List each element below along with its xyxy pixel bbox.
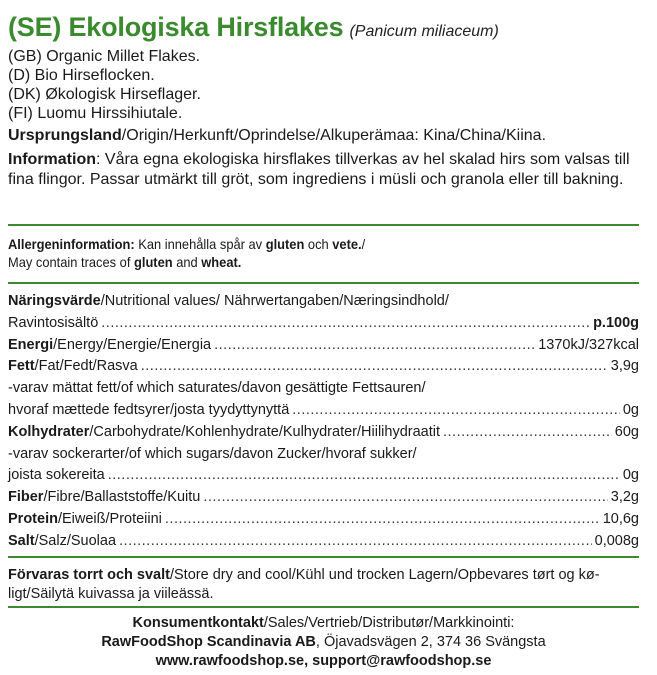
- consumer-contact: [8, 614, 639, 671]
- information-paragraph: [8, 150, 639, 190]
- leader-dots: [165, 511, 600, 527]
- protein-translations: /Eiweiß/Proteiini: [57, 510, 162, 527]
- energy-translations: /Energy/Energie/Energia: [53, 336, 212, 353]
- allergen-line-2: [8, 253, 241, 271]
- contact-label: Konsumentkontakt: [132, 615, 264, 631]
- allergen-gluten: gluten: [265, 236, 305, 252]
- divider-4: [8, 606, 639, 608]
- nutrition-title-fi: Ravintosisältö: [8, 314, 99, 331]
- fat-label: Fett: [8, 358, 35, 375]
- allergen-text-1: Kan innehålla spår av: [134, 236, 266, 252]
- salt-label: Salt: [8, 532, 35, 549]
- origin-label: Ursprungsland: [8, 127, 122, 144]
- information-label: Information: [8, 151, 96, 168]
- product-title: [8, 12, 639, 43]
- leader-dots: [141, 358, 608, 374]
- carbs-value: 60g: [614, 423, 639, 440]
- name-de: (D) Bio Hirseflocken.: [8, 67, 155, 84]
- nutrition-header-row: [8, 315, 639, 337]
- allergen-text-en: May contain traces of: [8, 254, 134, 270]
- title-swedish: (SE) Ekologiska Hirsflakes: [8, 12, 344, 42]
- storage-text: /Store dry and cool/Kühl und trocken Lagern/Opbevares tørt og kø-: [169, 567, 600, 583]
- storage-text-line2: ligt/Säilytä kuivassa ja viileässä.: [8, 586, 214, 602]
- fiber-translations: /Fibre/Ballaststoffe/Kuitu: [43, 489, 201, 506]
- per-100g-label: p.100g: [593, 314, 639, 331]
- name-fi: (FI) Luomu Hirssihiutale.: [8, 105, 183, 122]
- carbs-label: Kolhydrater: [8, 423, 90, 440]
- divider-3: [8, 556, 639, 558]
- divider-1: [8, 224, 639, 226]
- web-and-email[interactable]: www.rawfoodshop.se, support@rawfoodshop.se: [155, 653, 492, 669]
- fiber-label: Fiber: [8, 489, 44, 506]
- salt-row: [8, 533, 639, 555]
- saturates-label: hvoraf mættede fedtsyrer/josta tyydyttynyttä: [8, 401, 290, 418]
- salt-value: 0,008g: [594, 532, 639, 549]
- contact-translations: /Sales/Vertrieb/Distributør/Markkinointi:: [263, 615, 515, 631]
- salt-translations: /Salz/Suolaa: [34, 532, 117, 549]
- energy-label: Energi: [8, 336, 54, 353]
- storage-label: Förvaras torrt och svalt: [8, 567, 170, 583]
- energy-row: [8, 337, 639, 359]
- allergen-label: Allergeninformation:: [8, 236, 135, 252]
- allergen-vete: vete.: [332, 236, 362, 252]
- fat-value: 3,9g: [610, 358, 639, 375]
- contact-heading: [8, 614, 639, 633]
- fiber-value: 3,2g: [610, 489, 639, 506]
- company-name: RawFoodShop Scandinavia AB: [101, 634, 316, 650]
- allergen-text-2: och: [304, 236, 333, 252]
- information-text: : Våra egna ekologiska hirsflakes tillverkas av hel skalad hirs som valsas till fina flingor. Passar utmärkt till gröt, som ingrediens i müsli och granola eller till bakning.: [8, 151, 630, 188]
- allergen-slash: /: [361, 236, 366, 252]
- sugars-label: joista sokereita: [8, 467, 105, 484]
- contact-web-line: [8, 652, 639, 671]
- allergen-info: [8, 235, 639, 271]
- allergen-line-1: [8, 235, 365, 253]
- fat-translations: /Fat/Fedt/Rasva: [34, 358, 138, 375]
- leader-dots: [119, 533, 592, 549]
- name-dk: (DK) Økologisk Hirseflager.: [8, 86, 201, 103]
- nutrition-title-translations: /Nutritional values/ Nährwertangaben/Næringsindhold/: [100, 293, 449, 309]
- translated-names: [8, 47, 639, 123]
- leader-dots: [443, 424, 612, 440]
- saturates-row: [8, 402, 639, 424]
- nutrition-title: Näringsvärde: [8, 293, 101, 309]
- leader-dots: [292, 402, 620, 418]
- protein-label: Protein: [8, 510, 58, 527]
- origin-text: /Origin/Herkunft/Oprindelse/Alkuperämaa: Kina/China/Kiina.: [121, 127, 547, 144]
- company-address: , Öjavadsvägen 2, 374 36 Svängsta: [315, 634, 546, 650]
- sugars-value: 0g: [622, 467, 639, 484]
- divider-2: [8, 282, 639, 284]
- protein-row: [8, 511, 639, 533]
- energy-value: 1370kJ/327kcal: [538, 336, 639, 353]
- carbs-translations: /Carbohydrate/Kohlenhydrate/Kulhydrater/Hiilihydraatit: [89, 423, 440, 440]
- saturates-value: 0g: [622, 401, 639, 418]
- leader-dots: [203, 489, 607, 505]
- fiber-row: [8, 489, 639, 511]
- nutrition-table: [8, 293, 639, 555]
- allergen-and: and: [172, 254, 202, 270]
- storage-instructions: [8, 566, 639, 604]
- saturates-row-line1: -varav mättat fett/of which saturates/davon gesättigte Fettsauren/: [8, 380, 426, 397]
- allergen-wheat: wheat.: [201, 254, 242, 270]
- name-gb: (GB) Organic Millet Flakes.: [8, 48, 201, 65]
- nutrition-header: [8, 293, 639, 315]
- title-latin-name: (Panicum miliaceum): [349, 23, 499, 40]
- fat-row: [8, 358, 639, 380]
- leader-dots: [101, 315, 590, 331]
- leader-dots: [214, 337, 535, 353]
- sugars-row-line1: -varav sockerarter/of which sugars/davon Zucker/hvoraf sukker/: [8, 445, 417, 462]
- contact-company-line: [8, 633, 639, 652]
- protein-value: 10,6g: [602, 510, 639, 527]
- sugars-row: [8, 467, 639, 489]
- leader-dots: [108, 467, 620, 483]
- origin-line: [8, 126, 639, 146]
- carbs-row: [8, 424, 639, 446]
- allergen-gluten-en: gluten: [133, 254, 173, 270]
